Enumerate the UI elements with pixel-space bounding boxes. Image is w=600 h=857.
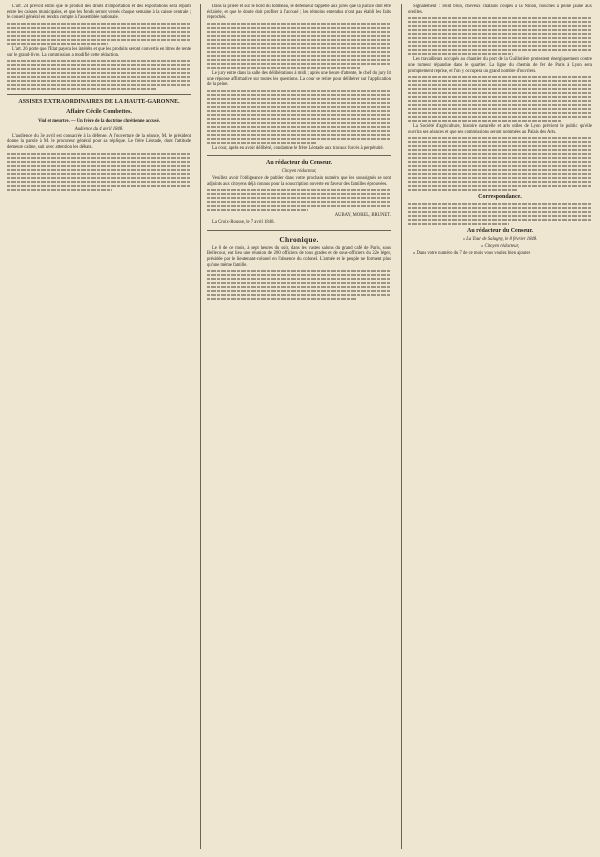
text-line — [7, 185, 191, 187]
text-line — [408, 120, 561, 122]
text-line — [408, 33, 592, 35]
chronique-body: Le 6 de ce mois, à sept heures du soir, dans les vastes salons du grand café de Paris, sous Bellecour, eut lieu une réunion de 200 officiers de tous grades et de sous-officiers du 22e léger, présidée par le lieutenant-colonel en l'absence du colonel. L'armée et le peuple ne forment plus qu'une même famille. — [207, 245, 391, 268]
text-line — [207, 98, 391, 100]
text-line — [408, 37, 592, 39]
text-line — [207, 55, 391, 57]
text-line — [207, 110, 391, 112]
text-line — [207, 294, 391, 296]
text-line — [408, 203, 592, 205]
text-line — [408, 149, 592, 151]
text-line — [7, 153, 191, 155]
hearing-date: Audience du 4 avril 1848. — [74, 126, 124, 132]
section-heading: ASSISES EXTRAORDINAIRES DE LA HAUTE-GARONNE. — [18, 99, 180, 106]
article-intro: Dans la prière et sur le bord du tombeau, le défenseur rappelle aux jurés que la justice doit être éclairée, et que le doute doit profiter à l'accusé ; les témoins entendus n'ont pas établi les faits reprochés. — [207, 4, 391, 21]
article-intro: Signalement : Teint brun, cheveux châtains coupés à la Ninon, bouches à peine jaune aux oreilles. — [408, 4, 592, 15]
section-subheading: Affaire Cécile Combettes. — [66, 109, 132, 116]
text-line — [7, 169, 191, 171]
article-intro: L'art. 24 prévoit enfin que le produit des droits d'importation et des exportations sera réparti entre les caisses municipales, et que les fonds seront versés chaque semaine à la caisse centrale ; le conseil général en rendra compte à l'assemblée nationale. — [7, 4, 191, 21]
filler-text — [207, 189, 391, 211]
text-line — [408, 108, 592, 110]
filler-text — [7, 23, 191, 45]
text-line — [7, 31, 191, 33]
text-line — [408, 157, 592, 159]
text-line — [408, 45, 592, 47]
text-line — [408, 41, 592, 43]
text-line — [7, 165, 191, 167]
text-line — [408, 104, 592, 106]
text-line — [207, 138, 391, 140]
text-line — [408, 92, 592, 94]
text-line — [7, 35, 191, 37]
text-line — [408, 76, 592, 78]
society-notice: La Société d'agriculture, histoire naturelle et arts utiles de Lyon prévient le public qu'elle ouvrira ses séances et que ses commissions seront nommées au Palais des Arts. — [408, 123, 592, 135]
text-line — [207, 270, 391, 272]
text-line — [408, 49, 592, 51]
text-line — [408, 21, 592, 23]
column-divider — [401, 4, 402, 849]
text-line — [7, 177, 191, 179]
text-line — [408, 177, 592, 179]
column-center — [207, 4, 391, 849]
text-line — [207, 205, 391, 207]
filler-text — [408, 17, 592, 55]
text-line — [207, 102, 391, 104]
text-line — [7, 27, 191, 29]
text-line — [408, 84, 592, 86]
text-line — [207, 94, 391, 96]
text-line — [207, 189, 391, 191]
text-line — [408, 141, 592, 143]
text-line — [7, 39, 191, 41]
text-line — [408, 96, 592, 98]
text-line — [7, 60, 191, 62]
text-line — [408, 88, 592, 90]
text-line — [207, 134, 391, 136]
column-left — [7, 4, 191, 849]
letter-signatures: AUBAY, MOREL, BRUNET. — [334, 213, 391, 219]
article-body: Les travailleurs occupés au chantier du port de la Guillotière protestent énergiquement contre une rumeur répandue dans le quartier. La ligne du chemin de fer de Paris à Lyon sera promptement reprise, et l'on y occupera un grand nombre d'ouvriers. — [408, 57, 592, 74]
text-line — [207, 274, 391, 276]
text-line — [207, 126, 391, 128]
text-line — [207, 47, 391, 49]
newspaper-page — [7, 4, 593, 849]
text-line — [207, 197, 391, 199]
text-line — [207, 130, 391, 132]
letter-dateline: « La Tour de Salagny, le 8 février 1848. — [462, 237, 538, 243]
text-line — [207, 67, 360, 69]
letter-closing: « Dans votre numéro du 7 de ce mois vous voulez bien ajouter — [413, 250, 531, 256]
text-line — [7, 157, 191, 159]
text-line — [7, 189, 112, 191]
chronique-heading: Chronique. — [279, 234, 319, 244]
section-rule — [207, 230, 391, 231]
filler-text — [207, 90, 391, 144]
text-line — [408, 185, 592, 187]
text-line — [207, 118, 391, 120]
letter-heading: Au rédacteur du Censeur. — [265, 160, 332, 167]
text-line — [7, 84, 191, 86]
letter-salutation: Citoyen rédacteur, — [281, 169, 317, 175]
section-rule — [7, 94, 191, 95]
text-line — [207, 286, 391, 288]
column-right — [408, 4, 592, 849]
text-line — [408, 145, 592, 147]
text-line — [408, 211, 592, 213]
text-line — [207, 59, 391, 61]
text-line — [408, 215, 592, 217]
letter-place: La Croix-Rousse, le 7 avril 1848. — [212, 219, 275, 225]
text-line — [207, 31, 391, 33]
filler-text — [7, 60, 191, 90]
filler-text — [408, 137, 592, 191]
section-rule — [207, 155, 391, 156]
letter-salutation: « Citoyen rédacteur, — [480, 244, 520, 249]
text-line — [408, 29, 592, 31]
text-line — [7, 181, 191, 183]
verdict: La cour, après en avoir délibéré, condamne le frère Léotade aux travaux forcés à perpétuité. — [212, 145, 384, 151]
text-line — [408, 17, 592, 19]
text-line — [207, 193, 391, 195]
text-line — [207, 209, 308, 211]
text-line — [207, 35, 391, 37]
text-line — [7, 68, 191, 70]
article-note: L'art. 26 porte que l'Etat payera les intérêts et que les produits seront convertis en titres de rente sur le grand-livre. La commission a modifié cette rédaction. — [7, 46, 191, 58]
text-line — [207, 23, 391, 25]
text-line — [408, 112, 592, 114]
correspondence-heading: Correspondance. — [478, 194, 522, 201]
text-line — [7, 88, 156, 90]
text-line — [207, 106, 391, 108]
text-line — [7, 80, 191, 82]
text-line — [7, 43, 108, 45]
filler-text — [207, 23, 391, 69]
column-divider — [200, 4, 201, 849]
text-line — [207, 114, 391, 116]
text-line — [408, 80, 592, 82]
text-line — [408, 116, 592, 118]
text-line — [408, 153, 592, 155]
text-line — [408, 207, 592, 209]
text-line — [408, 223, 509, 225]
text-line — [408, 173, 592, 175]
text-line — [408, 137, 592, 139]
text-line — [207, 43, 391, 45]
text-line — [207, 278, 391, 280]
filler-text — [207, 270, 391, 300]
text-line — [207, 122, 391, 124]
text-line — [7, 161, 191, 163]
article-body: L'audience du 3e avril est consacrée à la défense. A l'ouverture de la séance, M. le président donne la parole à M. le procureur général pour sa réplique. Le frère Léotade, dont l'attitude demeure calme, suit avec attention les débats. — [7, 133, 191, 151]
text-line — [207, 282, 391, 284]
filler-text — [7, 153, 191, 191]
article-body: Le jury entre dans la salle des délibérations à midi ; après une heure d'attente, le chef du jury lit une réponse affirmative sur toutes les questions. La cour se retire pour délibérer sur l'application de la peine. — [207, 70, 391, 88]
letter-heading: Au rédacteur du Censeur. — [466, 228, 533, 235]
text-line — [7, 23, 191, 25]
text-line — [207, 201, 391, 203]
filler-text — [408, 76, 592, 122]
text-line — [207, 51, 391, 53]
text-line — [207, 27, 391, 29]
text-line — [207, 290, 391, 292]
text-line — [408, 100, 592, 102]
text-line — [207, 90, 391, 92]
text-line — [207, 39, 391, 41]
text-line — [408, 181, 592, 183]
text-line — [7, 76, 191, 78]
text-line — [408, 161, 592, 163]
text-line — [207, 298, 356, 300]
text-line — [408, 219, 592, 221]
text-line — [7, 173, 191, 175]
text-line — [408, 189, 517, 191]
letter-body: Veuillez avoir l'obligeance de publier dans votre prochain numéro que les soussignés se sont adjoints aux citoyens déjà connus pour la souscription ouverte en faveur des familles éprouvées. — [207, 176, 391, 187]
text-line — [7, 64, 191, 66]
text-line — [408, 25, 592, 27]
text-line — [207, 63, 391, 65]
text-line — [408, 165, 592, 167]
filler-text — [408, 203, 592, 225]
text-line — [408, 169, 592, 171]
text-line — [408, 53, 513, 55]
section-subheading-2: Viol et meurtre. — Un frère de la doctrine chrétienne accusé. — [38, 119, 160, 125]
text-line — [207, 142, 316, 144]
text-line — [7, 72, 191, 74]
